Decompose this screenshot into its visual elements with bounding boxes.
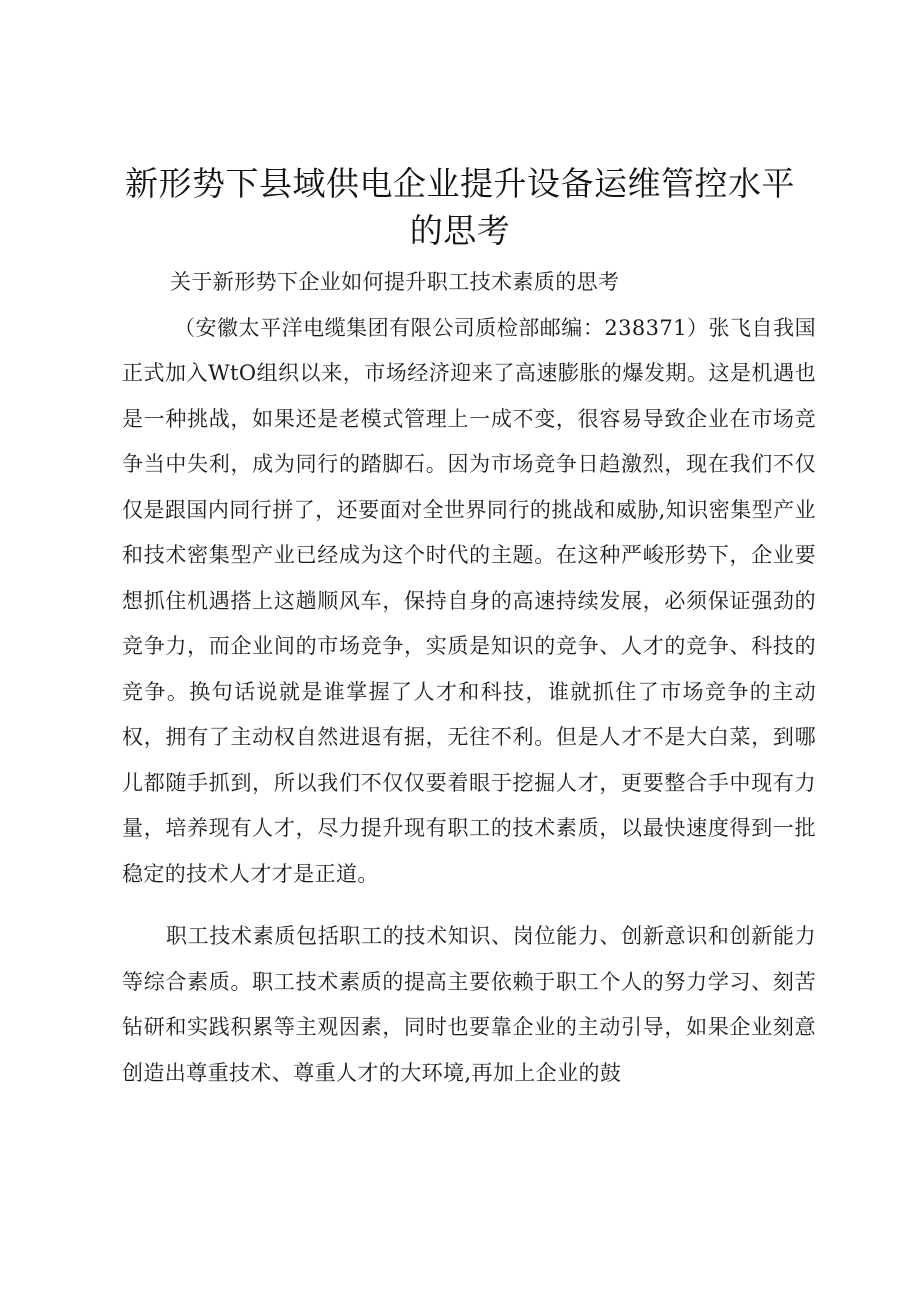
- document-subtitle: 关于新形势下企业如何提升职工技术素质的思考: [170, 270, 620, 294]
- paragraph-1: （安徽太平洋电缆集团有限公司质检部邮编：238371）张飞自我国正式加入WtO组织以来，市场经济迎来了高速膨胀的爆发期。这是机遇也是一种挑战，如果还是老模式管理上一成不变，很容易导致企业在市场竞争当中失利，成为同行的踏脚石。因为市场竞争日趋激烈，现在我们不仅仅是跟国内同行拼了，还要面对全世界同行的挑战和威胁,知识密集型产业和技术密集型产业已经成为这个时代的主题。在这种严峻形势下，企业要想抓住机遇搭上这趟顺风车，保持自身的高速持续发展，必须保证强劲的竞争力，而企业间的市场竞争，实质是知识的竞争、人才的竞争、科技的竞争。换句话说就是谁掌握了人才和科技，谁就抓住了市场竞争的主动权，拥有了主动权自然进退有据，无往不利。但是人才不是大白菜，到哪儿都随手抓到，所以我们不仅仅要着眼于挖掘人才，更要整合手中现有力量，培养现有人才，尽力提升现有职工的技术素质，以最快速度得到一批稳定的技术人才才是正道。: [122, 315, 816, 886]
- document-body: [122, 260, 816, 1096]
- document-title: 新形势下县域供电企业提升设备运维管控水平的思考: [125, 164, 795, 250]
- paragraph-2: 职工技术素质包括职工的技术知识、岗位能力、创新意识和创新能力等综合素质。职工技术素质的提高主要依赖于职工个人的努力学习、刻苦钻研和实践积累等主观因素，同时也要靠企业的主动引导，如果企业刻意创造出尊重技术、尊重人才的大环境,再加上企业的鼓: [122, 924, 816, 1085]
